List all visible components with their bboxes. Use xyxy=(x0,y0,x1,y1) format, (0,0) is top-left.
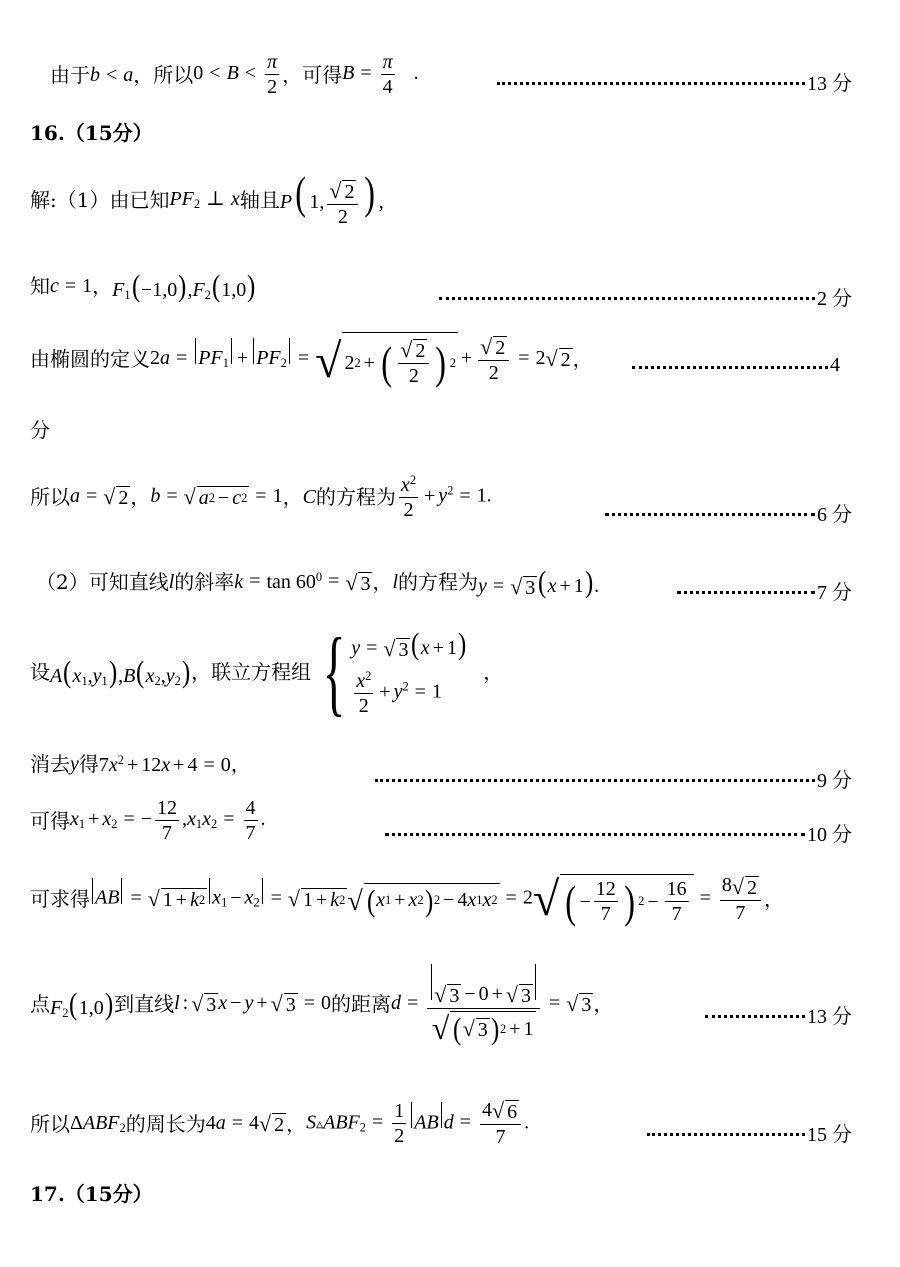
score-label: 6 分 xyxy=(817,504,852,526)
text: 的距离 xyxy=(330,992,391,1017)
math-system: { y = √ 3 (x + 1) $\frac{x^2}{2}$ + $y^2 = 1$ xyxy=(322,618,467,725)
text: ， xyxy=(572,347,593,372)
math-foci: $F_1(-1,0),F_2(1,0)$ xyxy=(112,268,256,303)
text: 的斜率 xyxy=(174,570,235,595)
text: 得 xyxy=(78,752,99,777)
line-continuation xyxy=(0,412,900,472)
text: 解:（1）由已知 xyxy=(30,187,170,212)
score-label: 13 分 xyxy=(807,73,852,95)
line-system-of-equations xyxy=(0,618,900,728)
text: 知 xyxy=(30,273,50,298)
math-B-range: 0 < B < $\frac{\pi}{2}$ xyxy=(193,51,278,98)
score-leader xyxy=(705,1000,852,1029)
text: 设 xyxy=(30,660,50,684)
question-number: 16. xyxy=(30,121,65,145)
score-leader xyxy=(632,354,840,377)
question-17-heading xyxy=(0,1180,900,1240)
text: 的方程为 xyxy=(315,484,396,509)
text: ，所以 xyxy=(133,62,194,87)
math-l: l xyxy=(168,571,175,594)
text: 由椭圆的定义 xyxy=(30,347,150,372)
score-label: 4 xyxy=(830,354,840,376)
math-AB-length: AB = √ 1 + k 2 $x_1 - x_2$ = √ 1 + k 2 √ ( x 1 + x 2 ) 2 − 4 x 1 x 2 = 2 √ ( − $\frac{12}{7}$ ) 2 − $\frac{16}{7}$ = 8 √ 2 7 xyxy=(90,874,764,924)
line-10-points-vieta xyxy=(0,798,900,858)
math-distance: d = √ 3 − 0 + √ 3 √ ( √ 3 ) 2 + 1 = √ 3 xyxy=(391,964,593,1044)
text: ， xyxy=(286,1111,307,1136)
text: ， xyxy=(763,887,784,911)
math-quadratic: $7x^2 + 12x + 4 = 0$ xyxy=(98,753,231,776)
text: ， xyxy=(282,484,303,509)
math-C: C xyxy=(302,485,316,508)
text: （2）可知直线 xyxy=(36,570,169,595)
line-2-points-foci xyxy=(0,262,900,322)
math-point-P: P( 1, √ 2 2 ) , xyxy=(279,167,384,229)
math-ellipse-equation: $\frac{x^2}{2}$ + $y^2 = 1$. xyxy=(400,473,492,521)
math-area: $S▵ABF_2$ = $\frac{1}{2}$ AB d = 4 √ 6 7 . xyxy=(306,1098,530,1149)
math-l: l xyxy=(392,571,399,594)
text: 所以 xyxy=(30,484,70,509)
score-label: 15 分 xyxy=(807,1124,852,1146)
line-4-points-ellipse-definition xyxy=(0,332,900,392)
question-points: （15分） xyxy=(64,1182,153,1206)
score-label: 9 分 xyxy=(817,770,852,792)
math-PF2-perp-x: $PF_2$ ⊥ x xyxy=(169,187,240,211)
text: ， xyxy=(483,660,504,684)
score-leader xyxy=(375,764,852,793)
line-chord-length xyxy=(0,870,900,950)
math-line-l-general: l : √ 3 x − y + √ 3 = 0 xyxy=(174,991,331,1017)
question-16-heading xyxy=(0,118,900,178)
text: 分 xyxy=(30,418,50,442)
text: ，可得 xyxy=(282,62,343,87)
score-leader xyxy=(677,576,852,605)
score-leader xyxy=(439,282,852,311)
score-leader xyxy=(647,1118,852,1147)
score-label: 13 分 xyxy=(807,1006,852,1028)
line-7-points-line-l xyxy=(0,556,900,616)
score-leader xyxy=(385,818,852,847)
text: 的方程为 xyxy=(398,570,479,595)
text: 的周长为 xyxy=(125,1111,206,1136)
text: ， xyxy=(372,570,393,595)
math-2a-value: $2a = PF_1 + PF_2$ = √ 2 2 + ( √ 2 2 ) 2 + √ 2 2 = 2 √ 2 xyxy=(150,333,571,389)
line-given-conditions xyxy=(0,167,900,232)
text: 所以 xyxy=(30,1111,70,1136)
text: 轴且 xyxy=(239,187,280,212)
text: 可得 xyxy=(30,808,70,833)
math-a-value: a = √ 2 xyxy=(70,484,129,510)
line-13-points-conclusion xyxy=(0,47,900,107)
math-y: y xyxy=(70,753,79,776)
math-points-AB: $A(x_1,y_1),B(x_2,y_2)$ xyxy=(50,654,191,690)
math-F2: $F_2(1,0)$ xyxy=(50,986,114,1022)
text: 消去 xyxy=(30,752,70,777)
line-15-points-perimeter-area xyxy=(0,1094,900,1164)
math-triangle-ABF2: $\Delta ABF_2$ xyxy=(70,1111,126,1136)
text: ，联立方程组 xyxy=(191,660,312,684)
text: 由于 xyxy=(50,62,90,87)
math-b-lt-a: b < a xyxy=(90,63,134,86)
text: ， xyxy=(593,992,614,1017)
line-6-points-equation-C xyxy=(0,474,900,534)
text: ， xyxy=(230,752,251,777)
math-b-value: b = √ a 2 − c 2 = 1 xyxy=(150,484,283,510)
math-perimeter: 4a = 4 √ 2 xyxy=(205,1110,285,1136)
math-B-value: B = $\frac{\pi}{4}$ . xyxy=(342,51,419,98)
text: ， xyxy=(130,484,151,509)
line-13-points-distance xyxy=(0,960,900,1060)
score-label: 2 分 xyxy=(817,288,852,310)
score-label: 10 分 xyxy=(807,824,852,846)
score-leader xyxy=(497,67,852,96)
text: 可求得 xyxy=(30,887,90,911)
question-points: （15分） xyxy=(64,121,153,145)
score-label: 7 分 xyxy=(817,582,852,604)
text: 到直线 xyxy=(114,992,175,1017)
text: 点 xyxy=(30,992,50,1017)
math-c-equals-1: c = 1 xyxy=(50,274,93,297)
math-vieta: $x_1 + x_2$ = − $\frac{12}{7}$ $,x_1x_2$ = $\frac{4}{7}$ . xyxy=(70,797,266,844)
text: ， xyxy=(92,273,113,298)
math-slope: $k = \tan 60^0$ = √ 3 xyxy=(234,569,371,595)
math-line-equation: y = √ 3 (x + 1). xyxy=(478,564,600,600)
score-leader xyxy=(605,498,852,527)
question-number: 17. xyxy=(30,1182,65,1206)
